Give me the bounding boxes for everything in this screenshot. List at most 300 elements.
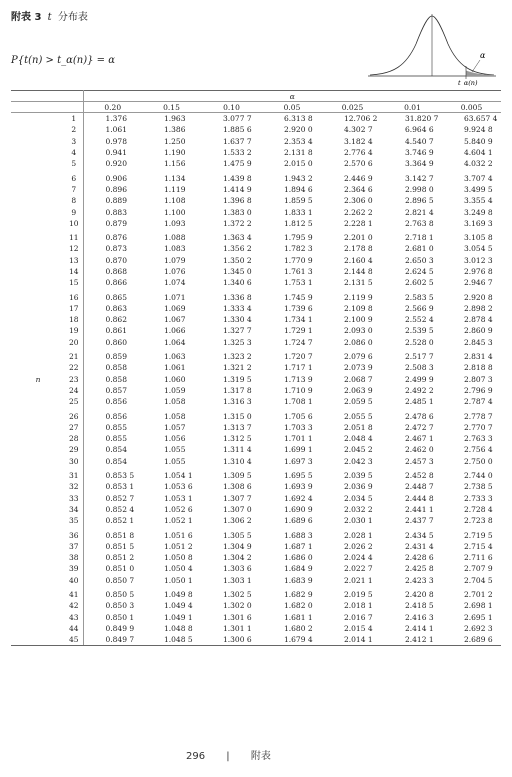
table-cell: 2.353 4 xyxy=(284,136,313,146)
table-cell: 1.190 xyxy=(164,148,186,158)
table-cell: 2.818 8 xyxy=(464,363,493,373)
table-cell: 2.695 1 xyxy=(464,612,493,622)
alpha-header-row xyxy=(11,91,501,102)
row-label-cell xyxy=(11,385,65,396)
table-cell: 2.728 4 xyxy=(464,504,493,514)
table-cell: 3.707 4 xyxy=(464,173,493,183)
table-cell: 2.478 6 xyxy=(405,411,434,421)
row-label-cell xyxy=(11,600,65,611)
table-cell: 1.699 1 xyxy=(284,445,313,455)
table-cell: 1.048 8 xyxy=(164,623,193,633)
table-cell: 0.879 xyxy=(105,218,127,228)
table-cell: 2.807 3 xyxy=(464,374,493,384)
table-cell: 2.228 1 xyxy=(344,218,373,228)
table-row xyxy=(11,552,501,563)
table-cell: 2.093 0 xyxy=(344,326,373,336)
table-cell: 1.333 4 xyxy=(223,303,252,313)
row-label-cell xyxy=(11,147,65,158)
table-cell: 5.840 9 xyxy=(464,136,493,146)
table-cell: 4.540 7 xyxy=(405,136,434,146)
table-cell: 2.428 6 xyxy=(405,553,434,563)
table-cell: 2.499 9 xyxy=(405,374,434,384)
row-label-cell xyxy=(11,504,65,515)
table-cell: 2.030 1 xyxy=(344,516,373,526)
column-header: 0.15 xyxy=(142,102,201,113)
table-cell: 0.868 xyxy=(105,267,127,276)
footer-section: 附表 xyxy=(250,751,271,762)
table-cell: 1.533 2 xyxy=(223,148,252,158)
table-cell: 2.723 8 xyxy=(464,516,493,526)
table-cell: 1.688 3 xyxy=(284,530,313,540)
table-cell: 1.703 3 xyxy=(284,422,313,432)
table-cell: 1.066 xyxy=(164,326,186,336)
table-cell: 2.423 3 xyxy=(405,575,434,585)
row-label-cell xyxy=(11,288,65,302)
table-row xyxy=(11,124,501,135)
table-cell: 1.894 6 xyxy=(284,184,313,194)
table-cell: 1.058 xyxy=(164,397,186,407)
table-cell: 1.049 8 xyxy=(164,590,193,600)
table-cell: 2.681 0 xyxy=(405,244,434,254)
degrees-of-freedom: 37 xyxy=(65,541,83,552)
table-cell: 0.851 8 xyxy=(105,530,135,540)
table-cell: 1.885 6 xyxy=(223,125,252,135)
table-cell: 1.753 1 xyxy=(284,278,313,288)
table-cell: 1.304 2 xyxy=(223,553,252,563)
quantile-label: t_α(n) xyxy=(458,79,478,86)
degrees-of-freedom: 24 xyxy=(65,385,83,396)
table-cell: 0.850 5 xyxy=(105,590,135,600)
degrees-of-freedom: 29 xyxy=(65,444,83,455)
row-label-cell xyxy=(11,314,65,325)
table-cell: 0.859 xyxy=(105,352,127,362)
table-row xyxy=(11,456,501,467)
table-cell: 2.707 9 xyxy=(464,564,493,574)
degrees-of-freedom: 28 xyxy=(65,433,83,444)
table-cell: 1.067 xyxy=(164,315,186,325)
table-cell: 1.100 xyxy=(164,207,186,217)
table-cell: 2.566 9 xyxy=(405,303,434,313)
table-cell: 0.870 xyxy=(105,255,127,265)
table-cell: 3.364 9 xyxy=(405,159,434,169)
table-cell: 0.852 4 xyxy=(105,504,135,514)
table-row xyxy=(11,385,501,396)
table-cell: 1.687 1 xyxy=(284,541,313,551)
table-cell: 3.249 8 xyxy=(464,207,493,217)
table-cell: 1.356 2 xyxy=(223,244,252,254)
row-label-cell xyxy=(11,277,65,288)
table-row xyxy=(11,575,501,586)
table-cell: 2.416 3 xyxy=(405,612,434,622)
table-cell: 1.689 6 xyxy=(284,516,313,526)
table-cell: 0.866 xyxy=(105,278,127,288)
table-row xyxy=(11,314,501,325)
table-row xyxy=(11,348,501,362)
table-cell: 2.552 4 xyxy=(405,315,434,325)
table-cell: 2.418 5 xyxy=(405,601,434,611)
row-label-cell: n xyxy=(35,374,41,384)
table-cell: 2.692 3 xyxy=(464,623,493,633)
table-cell: 2.462 0 xyxy=(405,445,434,455)
table-cell: 2.763 8 xyxy=(405,218,434,228)
table-cell: 1.311 4 xyxy=(223,445,252,455)
table-cell: 1.076 xyxy=(164,267,186,276)
degrees-of-freedom: 4 xyxy=(65,147,83,158)
table-cell: 2.845 3 xyxy=(464,337,493,347)
table-cell: 1.383 0 xyxy=(223,207,252,217)
table-cell: 2.063 9 xyxy=(344,385,373,395)
table-cell: 1.050 8 xyxy=(164,553,193,563)
degrees-of-freedom: 45 xyxy=(65,634,83,646)
table-cell: 1.119 xyxy=(164,184,186,194)
table-cell: 2.045 2 xyxy=(344,445,373,455)
table-row xyxy=(11,481,501,492)
degrees-of-freedom: 44 xyxy=(65,623,83,634)
table-cell: 1.059 xyxy=(164,385,186,395)
table-cell: 1.330 4 xyxy=(223,315,252,325)
table-row xyxy=(11,396,501,407)
table-cell: 1.682 9 xyxy=(284,590,313,600)
table-cell: 0.852 1 xyxy=(105,516,135,526)
row-label-cell xyxy=(11,433,65,444)
table-cell: 2.718 1 xyxy=(405,233,434,243)
table-cell: 0.856 xyxy=(105,411,127,421)
table-cell: 1.310 4 xyxy=(223,456,252,466)
table-cell: 2.016 7 xyxy=(344,612,373,622)
row-label-cell xyxy=(11,243,65,254)
row-label-cell xyxy=(11,481,65,492)
table-cell: 0.856 xyxy=(105,397,127,407)
table-cell: 2.131 5 xyxy=(344,278,373,288)
table-cell: 1.319 5 xyxy=(223,374,252,384)
row-label-cell xyxy=(11,515,65,526)
table-cell: 1.770 9 xyxy=(284,255,313,265)
row-label-cell xyxy=(11,586,65,600)
table-cell: 2.039 5 xyxy=(344,471,373,481)
table-cell: 1.833 1 xyxy=(284,207,313,217)
table-cell: 3.499 5 xyxy=(464,184,493,194)
table-cell: 2.689 6 xyxy=(442,634,501,646)
row-label-cell xyxy=(11,303,65,314)
table-cell: 0.855 xyxy=(105,422,127,432)
table-cell: 2.528 0 xyxy=(405,337,434,347)
table-cell: 1.156 xyxy=(164,159,186,169)
row-label-cell xyxy=(11,563,65,574)
table-cell: 1.307 0 xyxy=(223,504,252,514)
row-label-cell xyxy=(11,467,65,481)
table-cell: 2.364 6 xyxy=(344,184,373,194)
degrees-of-freedom: 36 xyxy=(65,526,83,540)
table-cell: 2.898 2 xyxy=(464,303,493,313)
title-name: 分布表 xyxy=(57,12,88,23)
table-cell: 1.307 7 xyxy=(223,493,252,503)
table-cell: 1.686 0 xyxy=(284,553,313,563)
degrees-of-freedom: 31 xyxy=(65,467,83,481)
table-row xyxy=(11,206,501,217)
table-row xyxy=(11,266,501,277)
row-label-cell xyxy=(11,136,65,147)
table-cell: 2.719 5 xyxy=(464,530,493,540)
row-label-cell xyxy=(11,158,65,169)
table-row xyxy=(11,158,501,169)
table-cell: 2.022 7 xyxy=(344,564,373,574)
table-cell: 2.796 9 xyxy=(464,385,493,395)
table-cell: 1.680 2 xyxy=(284,623,313,633)
table-cell: 2.452 8 xyxy=(405,471,434,481)
table-cell: 1.051 6 xyxy=(164,530,193,540)
table-cell: 1.682 0 xyxy=(284,601,313,611)
degrees-of-freedom: 27 xyxy=(65,422,83,433)
table-row xyxy=(11,325,501,336)
table-cell: 2.026 2 xyxy=(344,541,373,551)
table-cell: 1.734 1 xyxy=(284,315,313,325)
table-cell: 3.182 4 xyxy=(344,136,373,146)
table-cell: 1.071 xyxy=(164,292,186,302)
table-cell: 2.019 5 xyxy=(344,590,373,600)
table-cell: 1.812 5 xyxy=(284,218,313,228)
row-label-cell xyxy=(11,493,65,504)
table-cell: 0.855 xyxy=(105,434,127,444)
table-row xyxy=(11,634,501,646)
degrees-of-freedom: 13 xyxy=(65,255,83,266)
table-cell: 0.851 0 xyxy=(105,564,135,574)
row-label-cell xyxy=(11,218,65,229)
table-cell: 2.570 6 xyxy=(344,159,373,169)
degrees-of-freedom: 41 xyxy=(65,586,83,600)
degrees-of-freedom: 33 xyxy=(65,493,83,504)
table-cell: 3.077 7 xyxy=(223,114,252,124)
row-label-cell xyxy=(11,229,65,243)
table-cell: 12.706 2 xyxy=(344,114,378,124)
table-cell: 3.355 4 xyxy=(464,196,493,206)
table-cell: 2.704 5 xyxy=(464,575,493,585)
table-cell: 1.050 4 xyxy=(164,564,193,574)
table-cell: 1.305 5 xyxy=(223,530,252,540)
table-cell: 0.862 xyxy=(105,315,127,325)
table-cell: 2.508 3 xyxy=(405,363,434,373)
table-cell: 2.434 5 xyxy=(405,530,434,540)
table-cell: 0.858 xyxy=(105,363,127,373)
table-cell: 1.308 6 xyxy=(223,482,252,492)
table-row xyxy=(11,563,501,574)
table-cell: 1.074 xyxy=(164,278,186,288)
table-cell: 2.079 6 xyxy=(344,352,373,362)
table-cell: 1.692 4 xyxy=(284,493,313,503)
row-label-cell xyxy=(11,337,65,348)
column-header: 0.005 xyxy=(442,102,501,113)
table-row xyxy=(11,113,501,125)
table-cell: 2.763 3 xyxy=(464,434,493,444)
row-label-cell xyxy=(11,526,65,540)
table-row xyxy=(11,337,501,348)
table-cell: 2.778 7 xyxy=(464,411,493,421)
degrees-of-freedom: 40 xyxy=(65,575,83,586)
degrees-of-freedom: 6 xyxy=(65,169,83,183)
table-cell: 9.924 8 xyxy=(464,125,493,135)
table-cell: 1.302 0 xyxy=(223,601,252,611)
table-cell: 2.414 1 xyxy=(405,623,434,633)
table-cell: 1.060 xyxy=(164,374,186,384)
table-cell: 1.049 1 xyxy=(164,612,193,622)
table-cell: 1.079 xyxy=(164,255,186,265)
table-cell: 0.858 xyxy=(105,374,127,384)
column-header: 0.20 xyxy=(83,102,142,113)
table-cell: 2.306 0 xyxy=(344,196,373,206)
table-row xyxy=(11,195,501,206)
table-cell: 1.312 5 xyxy=(223,434,252,444)
table-cell: 1.313 7 xyxy=(223,422,252,432)
table-cell: 1.679 4 xyxy=(262,634,322,646)
table-row xyxy=(11,493,501,504)
table-cell: 1.710 9 xyxy=(284,385,313,395)
table-cell: 2.420 8 xyxy=(405,590,434,600)
table-cell: 1.396 8 xyxy=(223,196,252,206)
table-cell: 1.681 1 xyxy=(284,612,313,622)
table-cell: 1.697 3 xyxy=(284,456,313,466)
table-body xyxy=(11,113,501,646)
table-cell: 1.336 8 xyxy=(223,292,252,302)
table-cell: 1.701 1 xyxy=(284,434,313,444)
table-cell: 1.055 xyxy=(164,456,186,466)
table-cell: 1.055 xyxy=(164,445,186,455)
table-cell: 1.376 xyxy=(105,114,127,124)
table-cell: 2.055 5 xyxy=(344,411,373,421)
t-distribution-curve-figure xyxy=(368,6,498,86)
table-cell: 1.317 8 xyxy=(223,385,252,395)
table-cell: 0.849 9 xyxy=(105,623,135,633)
table-row xyxy=(11,255,501,266)
table-row xyxy=(11,277,501,288)
row-label-cell xyxy=(11,456,65,467)
table-row xyxy=(11,147,501,158)
degrees-of-freedom: 11 xyxy=(65,229,83,243)
page-footer xyxy=(186,747,271,762)
table-row xyxy=(11,433,501,444)
table-cell: 2.750 0 xyxy=(464,456,493,466)
table-cell: 1.315 0 xyxy=(223,411,252,421)
table-cell: 0.850 1 xyxy=(105,612,135,622)
table-cell: 3.105 8 xyxy=(464,233,493,243)
table-cell: 1.695 5 xyxy=(284,471,313,481)
table-cell: 2.431 4 xyxy=(405,541,434,551)
table-cell: 2.733 3 xyxy=(464,493,493,503)
table-cell: 1.064 xyxy=(164,337,186,347)
table-cell: 2.441 1 xyxy=(405,504,434,514)
table-cell: 1.690 9 xyxy=(284,504,313,514)
row-label-cell xyxy=(11,552,65,563)
table-row xyxy=(11,526,501,540)
table-cell: 2.946 7 xyxy=(464,278,493,288)
table-cell: 2.444 8 xyxy=(405,493,434,503)
degrees-of-freedom: 38 xyxy=(65,552,83,563)
table-cell: 2.034 5 xyxy=(344,493,373,503)
table-cell: 63.657 4 xyxy=(464,114,498,124)
table-cell: 2.024 4 xyxy=(344,553,373,563)
table-cell: 1.321 2 xyxy=(223,363,252,373)
table-cell: 1.069 xyxy=(164,303,186,313)
table-cell: 1.057 xyxy=(164,422,186,432)
t-distribution-table xyxy=(11,90,501,646)
degrees-of-freedom: 43 xyxy=(65,611,83,622)
table-cell: 0.849 7 xyxy=(83,634,142,646)
column-header: 0.01 xyxy=(383,102,442,113)
probability-formula: P{t(n) > t_α(n)} = α xyxy=(11,55,115,66)
table-cell: 1.306 2 xyxy=(223,516,252,526)
table-row xyxy=(11,444,501,455)
alpha-values-row xyxy=(11,102,501,113)
table-cell: 1.052 6 xyxy=(164,504,193,514)
table-cell: 1.963 xyxy=(164,114,186,124)
degrees-of-freedom: 26 xyxy=(65,407,83,421)
table-row xyxy=(11,467,501,481)
table-cell: 0.860 xyxy=(105,337,127,347)
table-grid xyxy=(11,90,501,646)
table-cell: 1.414 9 xyxy=(223,184,252,194)
table-cell: 4.302 7 xyxy=(344,125,373,135)
table-cell: 1.108 xyxy=(164,196,186,206)
table-cell: 1.739 6 xyxy=(284,303,313,313)
table-cell: 2.425 8 xyxy=(405,564,434,574)
table-cell: 0.861 xyxy=(105,326,127,336)
title-prefix: 附表 3 xyxy=(11,12,42,23)
table-cell: 1.052 1 xyxy=(164,516,193,526)
row-label-cell xyxy=(11,348,65,362)
table-cell: 0.889 xyxy=(105,196,127,206)
table-cell: 6.313 8 xyxy=(284,114,313,124)
table-row xyxy=(11,623,501,634)
degrees-of-freedom: 8 xyxy=(65,195,83,206)
row-label-cell xyxy=(11,611,65,622)
degrees-of-freedom: 39 xyxy=(65,563,83,574)
table-cell: 1.782 3 xyxy=(284,244,313,254)
table-cell: 1.304 9 xyxy=(223,541,252,551)
table-cell: 2.467 1 xyxy=(405,434,434,444)
table-cell: 2.698 1 xyxy=(464,601,493,611)
table-cell: 1.061 xyxy=(105,125,127,135)
column-header: 0.05 xyxy=(262,102,322,113)
table-cell: 1.309 5 xyxy=(223,471,252,481)
degrees-of-freedom: 10 xyxy=(65,218,83,229)
table-cell: 0.920 xyxy=(105,159,127,169)
table-cell: 1.053 6 xyxy=(164,482,193,492)
table-cell: 1.693 9 xyxy=(284,482,313,492)
table-cell: 2.602 5 xyxy=(405,278,434,288)
table-cell: 1.058 xyxy=(164,411,186,421)
table-row xyxy=(11,586,501,600)
table-cell: 1.713 9 xyxy=(284,374,313,384)
alpha-symbol: α xyxy=(83,91,501,102)
table-cell: 2.492 2 xyxy=(405,385,434,395)
degrees-of-freedom: 32 xyxy=(65,481,83,492)
table-cell: 2.015 0 xyxy=(284,159,313,169)
table-cell: 0.854 xyxy=(105,456,127,466)
table-cell: 1.303 1 xyxy=(223,575,252,585)
table-cell: 2.776 4 xyxy=(344,148,373,158)
table-cell: 2.485 1 xyxy=(405,397,434,407)
table-cell: 1.053 1 xyxy=(164,493,193,503)
degrees-of-freedom: 19 xyxy=(65,325,83,336)
table-cell: 1.859 5 xyxy=(284,196,313,206)
table-cell: 0.857 xyxy=(105,385,127,395)
table-cell: 0.978 xyxy=(105,136,127,146)
table-cell: 1.051 2 xyxy=(164,541,193,551)
degrees-of-freedom: 22 xyxy=(65,362,83,373)
table-cell: 0.850 3 xyxy=(105,601,135,611)
table-cell: 1.761 3 xyxy=(284,267,313,276)
table-cell: 3.142 7 xyxy=(405,173,434,183)
table-row xyxy=(11,611,501,622)
table-cell: 1.350 2 xyxy=(223,255,252,265)
